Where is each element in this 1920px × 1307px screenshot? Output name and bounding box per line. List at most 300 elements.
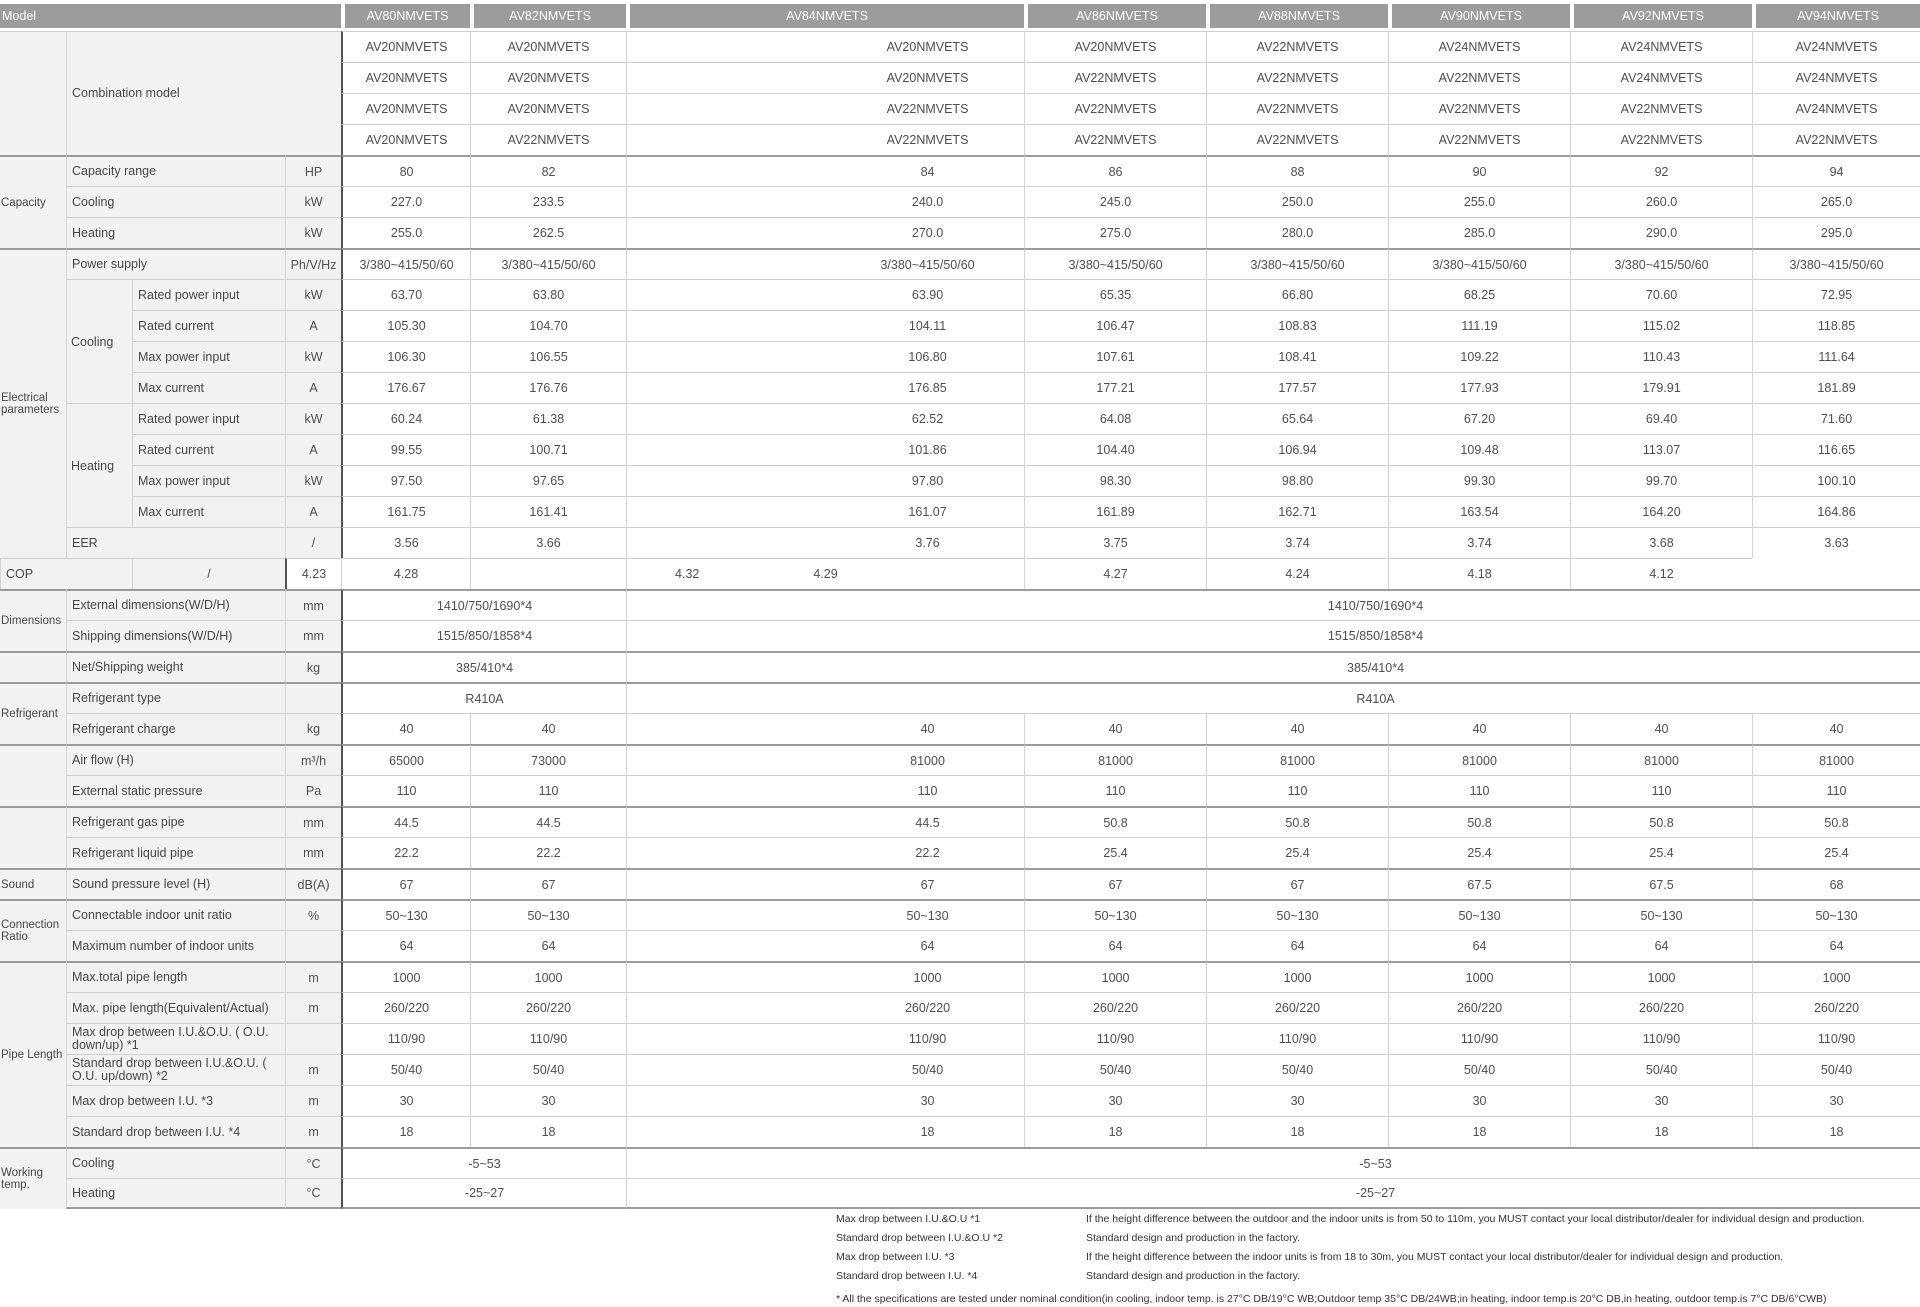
value-cell: AV24NMVETS: [1570, 31, 1752, 62]
value-cell: 22.2: [341, 837, 470, 868]
value-cell: 1000: [470, 961, 626, 992]
group-cell: Sound: [0, 868, 66, 899]
value-cell: 109.22: [1388, 341, 1570, 372]
value-cell: AV20NMVETS: [626, 62, 1024, 93]
unit-cell: m: [285, 1054, 341, 1085]
label-cell: Max drop between I.U. *3: [66, 1085, 285, 1116]
value-cell: 109.48: [1388, 434, 1570, 465]
value-cell: 30: [626, 1085, 1024, 1116]
value-cell: 255.0: [1388, 186, 1570, 217]
value-cell: 3.63: [1752, 527, 1920, 558]
value-cell: 50.8: [1388, 806, 1570, 837]
value-cell: 61.38: [470, 403, 626, 434]
value-cell: AV22NMVETS: [626, 93, 1024, 124]
footnote-desc: Standard design and production in the factory.: [1086, 1232, 1301, 1244]
spec-row: [0, 465, 1920, 496]
value-cell: 4.32: [470, 558, 626, 589]
spec-row: [0, 155, 1920, 186]
value-cell: 70.60: [1570, 279, 1752, 310]
value-cell: 50/40: [341, 1054, 470, 1085]
value-cell: 260/220: [1388, 992, 1570, 1023]
value-cell: 67: [626, 868, 1024, 899]
unit-cell: A: [285, 496, 341, 527]
value-cell: 3/380~415/50/60: [1388, 248, 1570, 279]
value-cell: 40: [1206, 713, 1388, 744]
span-cell: -25~27: [626, 1178, 1920, 1209]
value-cell: 110: [470, 775, 626, 806]
label-cell: Rated power input: [132, 403, 285, 434]
value-cell: 18: [1570, 1116, 1752, 1147]
spec-row: [0, 186, 1920, 217]
unit-cell: Ph/V/Hz: [285, 248, 341, 279]
model-header-cell: AV84NMVETS: [626, 4, 1024, 31]
value-cell: AV24NMVETS: [1752, 31, 1920, 62]
value-cell: 25.4: [1752, 837, 1920, 868]
value-cell: 176.67: [341, 372, 470, 403]
value-cell: 50~130: [626, 899, 1024, 930]
value-cell: 110: [1206, 775, 1388, 806]
value-cell: 64: [1024, 930, 1206, 961]
model-header-row: [0, 4, 1920, 31]
value-cell: 25.4: [1206, 837, 1388, 868]
value-cell: AV22NMVETS: [1388, 93, 1570, 124]
value-cell: AV24NMVETS: [1570, 62, 1752, 93]
unit-cell: kW: [285, 465, 341, 496]
unit-cell: m: [285, 1116, 341, 1147]
spec-row: [0, 806, 1920, 837]
model-header-cell: AV80NMVETS: [341, 4, 470, 31]
value-cell: 4.27: [1024, 558, 1206, 589]
value-cell: 110: [1570, 775, 1752, 806]
group-cell: Electrical parameters: [0, 248, 66, 558]
label-cell: Shipping dimensions(W/D/H): [66, 620, 285, 651]
value-cell: 30: [1024, 1085, 1206, 1116]
span-cell: -25~27: [341, 1178, 626, 1209]
label-cell: Max power input: [132, 465, 285, 496]
unit-cell: dB(A): [285, 868, 341, 899]
value-cell: 50~130: [1752, 899, 1920, 930]
value-cell: 176.76: [470, 372, 626, 403]
value-cell: 245.0: [1024, 186, 1206, 217]
value-cell: 3/380~415/50/60: [1752, 248, 1920, 279]
value-cell: 104.40: [1024, 434, 1206, 465]
unit-cell: A: [285, 434, 341, 465]
value-cell: 65.64: [1206, 403, 1388, 434]
group-cell: [0, 806, 66, 868]
value-cell: 177.57: [1206, 372, 1388, 403]
label-cell: Refrigerant type: [66, 682, 285, 713]
value-cell: 110/90: [626, 1023, 1024, 1054]
value-cell: 67: [1024, 868, 1206, 899]
value-cell: 22.2: [626, 837, 1024, 868]
value-cell: 80: [341, 155, 470, 186]
model-header-cell: AV92NMVETS: [1570, 4, 1752, 31]
spec-row: [0, 837, 1920, 868]
unit-cell: A: [285, 310, 341, 341]
label-cell: COP: [0, 558, 132, 589]
value-cell: 18: [470, 1116, 626, 1147]
footnote-term: Standard drop between I.U.&O.U *2: [836, 1232, 1003, 1244]
unit-cell: m³/h: [285, 744, 341, 775]
label-cell: External dimensions(W/D/H): [66, 589, 285, 620]
unit-cell: °C: [285, 1178, 341, 1209]
value-cell: 98.30: [1024, 465, 1206, 496]
value-cell: AV20NMVETS: [1024, 31, 1206, 62]
value-cell: 81000: [1570, 744, 1752, 775]
value-cell: 3.56: [341, 527, 470, 558]
value-cell: 64: [1206, 930, 1388, 961]
value-cell: 97.80: [626, 465, 1024, 496]
value-cell: 260/220: [341, 992, 470, 1023]
value-cell: 161.75: [341, 496, 470, 527]
spec-row: [0, 775, 1920, 806]
label-cell: Max. pipe length(Equivalent/Actual): [66, 992, 285, 1023]
unit-cell: m: [285, 961, 341, 992]
span-cell: 1515/850/1858*4: [341, 620, 626, 651]
value-cell: AV22NMVETS: [1388, 62, 1570, 93]
value-cell: 250.0: [1206, 186, 1388, 217]
value-cell: AV20NMVETS: [470, 31, 626, 62]
value-cell: 3.75: [1024, 527, 1206, 558]
unit-cell: HP: [285, 155, 341, 186]
spec-row: [0, 1054, 1920, 1085]
footnote-term: Max drop between I.U. *3: [836, 1251, 955, 1263]
span-cell: -5~53: [626, 1147, 1920, 1178]
value-cell: 50/40: [626, 1054, 1024, 1085]
spec-row: [0, 310, 1920, 341]
label-cell: Sound pressure level (H): [66, 868, 285, 899]
value-cell: 67: [470, 868, 626, 899]
value-cell: AV22NMVETS: [1024, 93, 1206, 124]
group-cell: Refrigerant: [0, 682, 66, 744]
value-cell: 50/40: [1752, 1054, 1920, 1085]
value-cell: 90: [1388, 155, 1570, 186]
value-cell: 260/220: [470, 992, 626, 1023]
value-cell: 110: [626, 775, 1024, 806]
model-header-label: Model: [0, 4, 341, 31]
value-cell: 22.2: [470, 837, 626, 868]
value-cell: 40: [1570, 713, 1752, 744]
value-cell: 99.30: [1388, 465, 1570, 496]
unit-cell: mm: [285, 837, 341, 868]
spec-row: [0, 868, 1920, 899]
spec-row: [0, 434, 1920, 465]
value-cell: AV20NMVETS: [470, 62, 626, 93]
value-cell: AV24NMVETS: [1388, 31, 1570, 62]
span-cell: -5~53: [341, 1147, 626, 1178]
value-cell: 275.0: [1024, 217, 1206, 248]
span-cell: 1410/750/1690*4: [626, 589, 1920, 620]
value-cell: AV22NMVETS: [1024, 62, 1206, 93]
value-cell: 181.89: [1752, 372, 1920, 403]
value-cell: 110/90: [470, 1023, 626, 1054]
label-cell: Connectable indoor unit ratio: [66, 899, 285, 930]
value-cell: 94: [1752, 155, 1920, 186]
unit-cell: /: [132, 558, 285, 589]
spec-table-body: [0, 31, 1920, 1209]
value-cell: 44.5: [470, 806, 626, 837]
value-cell: 3.68: [1570, 527, 1752, 558]
value-cell: 71.60: [1752, 403, 1920, 434]
value-cell: 64: [1388, 930, 1570, 961]
value-cell: AV22NMVETS: [1206, 62, 1388, 93]
group-cell: Working temp.: [0, 1147, 66, 1209]
value-cell: 260/220: [1206, 992, 1388, 1023]
footnote-note: * All the specifications are tested under nominal condition(in cooling, indoor temp. is 27°C DB/19°C WB;Outdoor temp 35°C DB/24WB;in heating, indoor temp.is 20°C DB,in heating, outdoor temp.is 7°C DB/6°CWB): [836, 1293, 1827, 1305]
value-cell: 40: [626, 713, 1024, 744]
value-cell: AV22NMVETS: [1388, 124, 1570, 155]
label-cell: Cooling: [66, 186, 285, 217]
value-cell: 110: [1388, 775, 1570, 806]
value-cell: 108.41: [1206, 341, 1388, 372]
spec-row: [0, 1023, 1920, 1054]
value-cell: 1000: [1388, 961, 1570, 992]
spec-row: [0, 403, 1920, 434]
value-cell: 40: [1024, 713, 1206, 744]
model-header-cell: AV82NMVETS: [470, 4, 626, 31]
value-cell: 3/380~415/50/60: [1570, 248, 1752, 279]
value-cell: 88: [1206, 155, 1388, 186]
spec-row: [0, 372, 1920, 403]
value-cell: 92: [1570, 155, 1752, 186]
label-cell: Max current: [132, 372, 285, 403]
value-cell: 40: [1752, 713, 1920, 744]
value-cell: 260/220: [1024, 992, 1206, 1023]
label-cell: Refrigerant gas pipe: [66, 806, 285, 837]
value-cell: 260/220: [1752, 992, 1920, 1023]
value-cell: 81000: [1388, 744, 1570, 775]
value-cell: 63.90: [626, 279, 1024, 310]
value-cell: 50~130: [470, 899, 626, 930]
model-header-cell: AV88NMVETS: [1206, 4, 1388, 31]
value-cell: 1000: [1024, 961, 1206, 992]
value-cell: 63.80: [470, 279, 626, 310]
value-cell: 81000: [1024, 744, 1206, 775]
value-cell: 106.47: [1024, 310, 1206, 341]
value-cell: 18: [1024, 1116, 1206, 1147]
label-cell: Heating: [66, 1178, 285, 1209]
value-cell: 3.74: [1206, 527, 1388, 558]
value-cell: 233.5: [470, 186, 626, 217]
value-cell: 30: [1388, 1085, 1570, 1116]
value-cell: 163.54: [1388, 496, 1570, 527]
label-cell: Capacity range: [66, 155, 285, 186]
model-header-cell: AV90NMVETS: [1388, 4, 1570, 31]
value-cell: 3.76: [626, 527, 1024, 558]
span-cell: R410A: [626, 682, 1920, 713]
value-cell: 161.89: [1024, 496, 1206, 527]
value-cell: 106.55: [470, 341, 626, 372]
value-cell: 81000: [626, 744, 1024, 775]
value-cell: 30: [470, 1085, 626, 1116]
value-cell: 3.74: [1388, 527, 1570, 558]
unit-cell: Pa: [285, 775, 341, 806]
value-cell: 1000: [626, 961, 1024, 992]
value-cell: 3/380~415/50/60: [1024, 248, 1206, 279]
value-cell: AV20NMVETS: [341, 31, 470, 62]
value-cell: 50~130: [341, 899, 470, 930]
value-cell: AV20NMVETS: [626, 31, 1024, 62]
value-cell: 50.8: [1570, 806, 1752, 837]
spec-row: [0, 682, 1920, 713]
value-cell: 116.65: [1752, 434, 1920, 465]
label-cell: Refrigerant liquid pipe: [66, 837, 285, 868]
value-cell: 68: [1752, 868, 1920, 899]
footnote-row: [836, 1269, 1916, 1288]
value-cell: 72.95: [1752, 279, 1920, 310]
value-cell: 65000: [341, 744, 470, 775]
spec-row: [0, 744, 1920, 775]
value-cell: 40: [341, 713, 470, 744]
value-cell: 161.41: [470, 496, 626, 527]
value-cell: AV22NMVETS: [1752, 124, 1920, 155]
footnote-term: Max drop between I.U.&O.U *1: [836, 1213, 981, 1225]
unit-cell: [285, 1023, 341, 1054]
value-cell: 84: [626, 155, 1024, 186]
value-cell: 100.10: [1752, 465, 1920, 496]
value-cell: 177.93: [1388, 372, 1570, 403]
label-cell: Max current: [132, 496, 285, 527]
value-cell: 255.0: [341, 217, 470, 248]
value-cell: 30: [341, 1085, 470, 1116]
value-cell: 86: [1024, 155, 1206, 186]
value-cell: 110/90: [1570, 1023, 1752, 1054]
value-cell: 50~130: [1206, 899, 1388, 930]
footnote-desc: If the height difference between the indoor units is from 18 to 30m, you MUST contact your local distributor/dealer for individual design and production.: [1086, 1251, 1784, 1263]
spec-row: [0, 899, 1920, 930]
value-cell: 50.8: [1752, 806, 1920, 837]
value-cell: 110: [1024, 775, 1206, 806]
unit-cell: kW: [285, 217, 341, 248]
unit-cell: m: [285, 1085, 341, 1116]
footnote-row: [836, 1212, 1916, 1231]
unit-cell: kg: [285, 651, 341, 682]
label-cell: Maximum number of indoor units: [66, 930, 285, 961]
value-cell: 50/40: [1024, 1054, 1206, 1085]
spec-row: [0, 713, 1920, 744]
value-cell: 260/220: [1570, 992, 1752, 1023]
value-cell: 260/220: [626, 992, 1024, 1023]
value-cell: 25.4: [1570, 837, 1752, 868]
model-header-cell: AV94NMVETS: [1752, 4, 1920, 31]
value-cell: 100.71: [470, 434, 626, 465]
value-cell: 50~130: [1024, 899, 1206, 930]
value-cell: 3.66: [470, 527, 626, 558]
value-cell: 64: [470, 930, 626, 961]
label-cell: Rated current: [132, 310, 285, 341]
unit-cell: /: [285, 527, 341, 558]
spec-row: [0, 992, 1920, 1023]
unit-cell: %: [285, 899, 341, 930]
spec-table: [0, 4, 1920, 1209]
value-cell: 64: [341, 930, 470, 961]
sub-group-cell: Heating: [66, 403, 132, 527]
unit-cell: m: [285, 992, 341, 1023]
group-cell: Dimensions: [0, 589, 66, 651]
label-cell: Combination model: [66, 31, 341, 155]
value-cell: 113.07: [1570, 434, 1752, 465]
value-cell: 63.70: [341, 279, 470, 310]
value-cell: 4.18: [1388, 558, 1570, 589]
value-cell: 18: [626, 1116, 1024, 1147]
value-cell: 110/90: [341, 1023, 470, 1054]
value-cell: 50.8: [1024, 806, 1206, 837]
spec-row: [0, 248, 1920, 279]
value-cell: AV24NMVETS: [1752, 62, 1920, 93]
value-cell: 67: [341, 868, 470, 899]
spec-row: [0, 930, 1920, 961]
value-cell: 18: [341, 1116, 470, 1147]
label-cell: Heating: [66, 217, 285, 248]
spec-row: [0, 1147, 1920, 1178]
value-cell: 118.85: [1752, 310, 1920, 341]
label-cell: External static pressure: [66, 775, 285, 806]
value-cell: 106.30: [341, 341, 470, 372]
span-cell: 1515/850/1858*4: [626, 620, 1920, 651]
unit-cell: kW: [285, 186, 341, 217]
value-cell: 50~130: [1570, 899, 1752, 930]
value-cell: 99.70: [1570, 465, 1752, 496]
value-cell: 110/90: [1388, 1023, 1570, 1054]
label-cell: Power supply: [66, 248, 285, 279]
value-cell: 64: [626, 930, 1024, 961]
value-cell: 262.5: [470, 217, 626, 248]
group-cell: Connection Ratio: [0, 899, 66, 961]
footnotes: [836, 1212, 1916, 1307]
value-cell: 115.02: [1570, 310, 1752, 341]
value-cell: 18: [1388, 1116, 1570, 1147]
value-cell: AV24NMVETS: [1752, 93, 1920, 124]
value-cell: 1000: [1570, 961, 1752, 992]
value-cell: 270.0: [626, 217, 1024, 248]
unit-cell: [285, 930, 341, 961]
label-cell: Net/Shipping weight: [66, 651, 285, 682]
value-cell: 240.0: [626, 186, 1024, 217]
label-cell: EER: [66, 527, 285, 558]
value-cell: 50/40: [470, 1054, 626, 1085]
value-cell: 82: [470, 155, 626, 186]
value-cell: AV22NMVETS: [1206, 31, 1388, 62]
value-cell: 179.91: [1570, 372, 1752, 403]
spec-row: [0, 31, 1920, 62]
value-cell: 260.0: [1570, 186, 1752, 217]
value-cell: 97.65: [470, 465, 626, 496]
value-cell: AV22NMVETS: [1206, 124, 1388, 155]
spec-row: [0, 527, 1920, 558]
spec-row: [0, 1085, 1920, 1116]
value-cell: AV20NMVETS: [341, 62, 470, 93]
value-cell: 98.80: [1206, 465, 1388, 496]
label-cell: Rated current: [132, 434, 285, 465]
label-cell: Max drop between I.U.&O.U. ( O.U. down/up) *1: [66, 1023, 285, 1054]
value-cell: 44.5: [341, 806, 470, 837]
value-cell: 101.86: [626, 434, 1024, 465]
label-cell: Air flow (H): [66, 744, 285, 775]
unit-cell: kW: [285, 341, 341, 372]
group-cell: Capacity: [0, 155, 66, 248]
value-cell: 4.23: [285, 558, 341, 589]
model-header-cell: AV86NMVETS: [1024, 4, 1206, 31]
value-cell: 64: [1752, 930, 1920, 961]
value-cell: 67.20: [1388, 403, 1570, 434]
value-cell: 4.29: [626, 558, 1024, 589]
value-cell: AV20NMVETS: [341, 124, 470, 155]
value-cell: 164.20: [1570, 496, 1752, 527]
value-cell: 1000: [341, 961, 470, 992]
spec-row: [0, 1178, 1920, 1209]
spec-row: [0, 1116, 1920, 1147]
value-cell: 111.64: [1752, 341, 1920, 372]
